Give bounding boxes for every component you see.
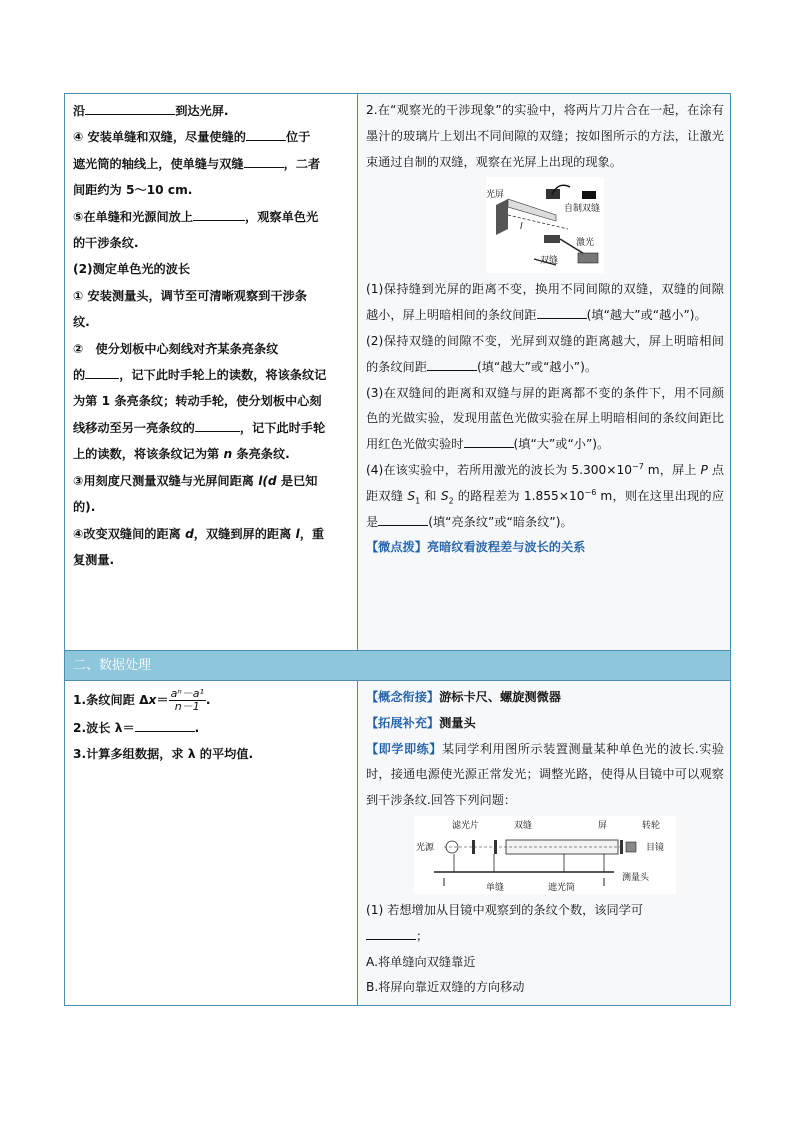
- fig-label-double: 双缝: [540, 256, 559, 267]
- answer-blank[interactable]: [244, 153, 284, 168]
- question-cell: [358, 94, 731, 651]
- answer-blank[interactable]: [193, 206, 245, 221]
- answer-blank[interactable]: [85, 364, 119, 379]
- answer-blank[interactable]: [378, 511, 428, 526]
- fig-label-laser: 激光: [576, 238, 595, 249]
- answer-blank[interactable]: [135, 717, 195, 732]
- fig-label-eyepiece: 目镜: [646, 842, 665, 853]
- answer-blank[interactable]: [366, 925, 416, 940]
- worksheet: [64, 93, 728, 1006]
- tip: 【微点拨】亮暗纹看波程差与波长的关系: [366, 540, 586, 555]
- option-a[interactable]: A.将单缝向双缝靠近: [366, 954, 476, 969]
- practice-cell: 【概念衔接】游标卡尺、螺旋测微器 【拓展补充】测量头 【即学即练】某同学利用图所示装置测量某种单色光的波长.实验时，接通电源使光源正常发光；调整光路，使得从目镜中可以观察到干涉条纹.回答下列问题： 滤光片 双缝 屏 转轮 光源 目镜 单缝 遮光筒 测量头 (1) 若想增加从目镜中观察到的条纹个数，该同学可 ； A.将单缝向双缝靠近 B.将屏向靠近双缝的方向移动: [358, 681, 731, 1006]
- answer-blank[interactable]: [195, 417, 240, 432]
- answer-blank[interactable]: [246, 126, 286, 141]
- fig-label-slit: 自制双缝: [564, 204, 601, 215]
- fraction: $\frac{\text{aⁿ－a¹}}{n-1}$: [170, 687, 204, 713]
- content-table: [64, 93, 731, 1006]
- fig-label-wheel: 转轮: [642, 820, 661, 831]
- fig-label-source: 光源: [416, 842, 435, 853]
- answer-blank[interactable]: [427, 356, 477, 371]
- answer-blank[interactable]: [464, 433, 514, 448]
- question-2-1: (1)保持缝到光屏的距离不变，换用不同间隙的双缝，双缝的间隙越小，屏上明暗相间的条纹间距 (填“越大”或“越小”)。: [366, 282, 724, 323]
- section-banner: 二、数据处理: [65, 651, 731, 681]
- fig-label-screen: 光屏: [486, 190, 505, 201]
- fig-label-screen: 屏: [598, 820, 608, 831]
- procedure-cell: 沿 到达光屏. ④ 安装单缝和双缝，尽量使缝的 位于 遮光筒的轴线上，使单缝与双缝 ，二者 间距约为 5～10 cm. ⑤在单缝和光源间放上 ，观察单色光 的干涉条纹. (2)测定单色光的波长 ① 安装测量头，调节至可清晰观察到干涉条 纹. ② 使分划板中心刻线对齐某条亮条纹 的 ，记下此时手轮上的读数，将该条纹记 为第 1 条亮条纹；转动手轮，使分划板中心刻 线移动至另一亮条纹的 ，记下此时手轮 上的读数，将该条纹记为第 n 条亮条纹. ③用刻度尺测量双缝与光屏间距离 l(d 是已知 的). ④改变双缝间的距离 d，双缝到屏的距离 l，重 复测量.: [65, 94, 358, 651]
- fig-label-tube: 遮光筒: [548, 882, 576, 893]
- question-2-4: (4)在该实验中，若所用激光的波长为 $5.300\times 10^{-7}$ m，屏上 P 点距双缝 $S_1$ 和 $S_2$ 的路程差为 $1.855\times 10^{-6}$ m，则在这里出现的应是 (填“亮条纹”或“暗条纹”)。: [366, 461, 725, 529]
- fig-label-double: 双缝: [514, 820, 533, 831]
- question-2: 2.在“观察光的干涉现象”的实验中，将两片刀片合在一起，在涂有墨汁的玻璃片上划出不同间隙的双缝；按如图所示的方法，让激光束通过自制的双缝，观察在光屏上出现的现象。: [366, 103, 724, 169]
- question-2-3: (3)在双缝间的距离和双缝与屏的距离都不变的条件下，用不同颜色的光做实验，发现用蓝色光做实验在屏上明暗相间的条纹间距比用红色光做实验时 (填“大”或“小”)。: [366, 385, 724, 452]
- apparatus-figure: [414, 816, 676, 894]
- answer-blank[interactable]: [537, 304, 587, 319]
- question-2-2: (2)保持双缝的间隙不变，光屏到双缝的距离越大，屏上明暗相间的条纹间距 (填“越大”或“越小”)。: [366, 333, 724, 374]
- self-made-double-slit-figure: [486, 177, 604, 273]
- fig-label-head: 测量头: [622, 872, 650, 883]
- answer-blank[interactable]: [85, 100, 175, 115]
- fig-label-filter: 滤光片: [452, 820, 480, 831]
- data-processing-cell: 1.条纹间距 Δx＝ $\frac{\text{aⁿ－a¹}}{n-1}$ . 2.波长 λ＝ . 3.计算多组数据，求 λ 的平均值.: [65, 681, 358, 1006]
- fig-label-l: l: [520, 222, 523, 233]
- fig-label-single: 单缝: [486, 882, 505, 893]
- option-b[interactable]: B.将屏向靠近双缝的方向移动: [366, 980, 525, 995]
